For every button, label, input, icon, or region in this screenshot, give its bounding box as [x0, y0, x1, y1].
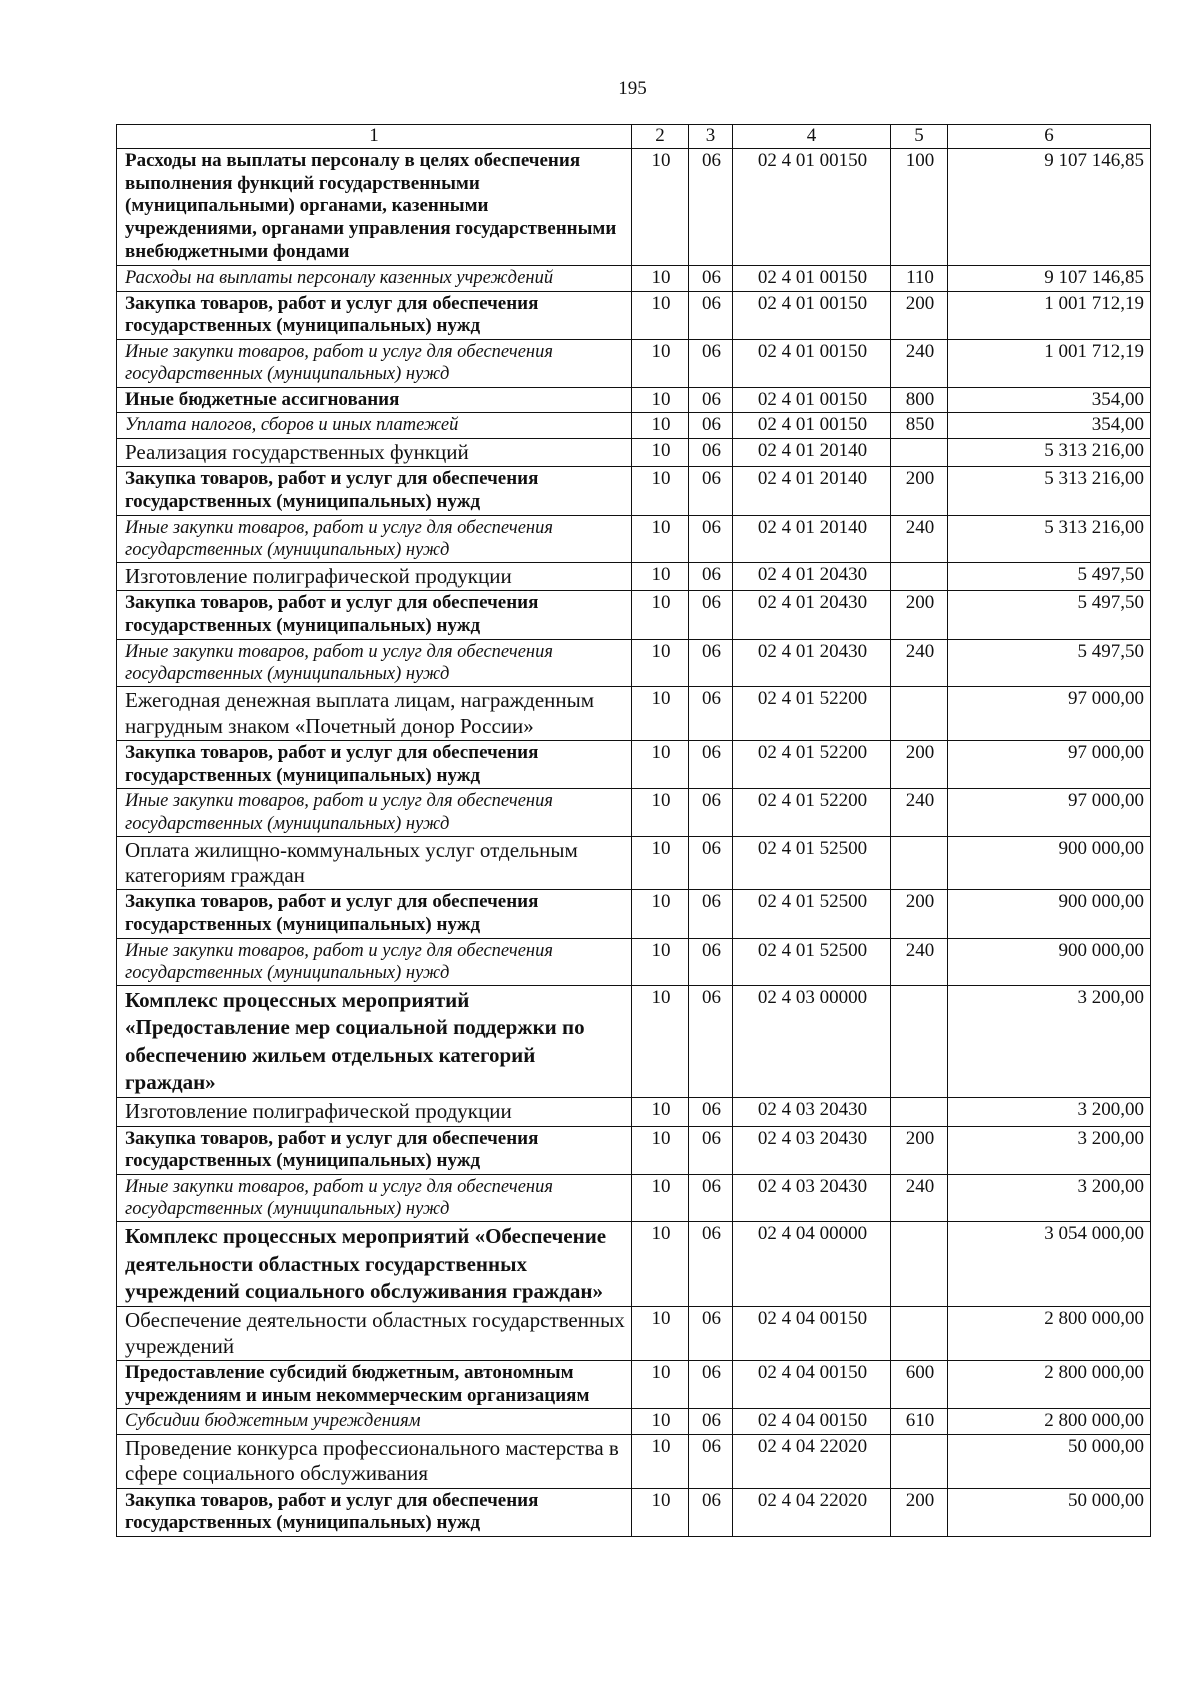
section-code-cell: 10: [632, 789, 689, 836]
expense-type-cell: 240: [891, 640, 948, 687]
table-row: [117, 836, 1151, 889]
section-code-cell: 10: [632, 515, 689, 562]
row-name-cell: Обеспечение деятельности областных государственных учреждений: [117, 1307, 632, 1360]
expense-type-cell: [891, 1222, 948, 1307]
subsection-code-cell: 06: [689, 265, 733, 291]
subsection-code-cell: 06: [689, 836, 733, 889]
target-article-cell: 02 4 04 22020: [733, 1488, 891, 1537]
row-name-cell: Закупка товаров, работ и услуг для обеспечения государственных (муниципальных) нужд: [117, 740, 632, 789]
row-name-cell: Реализация государственных функций: [117, 439, 632, 467]
section-code-cell: 10: [632, 687, 689, 740]
subsection-code-cell: 06: [689, 1222, 733, 1307]
row-name-cell: Комплекс процессных мероприятий «Предоставление мер социальной поддержки по обеспечению жильем отдельных категорий граждан»: [117, 986, 632, 1098]
page-number: 195: [618, 78, 647, 99]
target-article-cell: 02 4 04 00000: [733, 1222, 891, 1307]
budget-table: [116, 124, 1151, 1537]
column-header: 3: [689, 125, 733, 149]
subsection-code-cell: 06: [689, 789, 733, 836]
subsection-code-cell: 06: [689, 467, 733, 516]
section-code-cell: 10: [632, 291, 689, 340]
table-row: [117, 291, 1151, 340]
amount-cell: 5 313 216,00: [948, 515, 1151, 562]
column-header: 1: [117, 125, 632, 149]
row-name-cell: Расходы на выплаты персоналу казенных учреждений: [117, 265, 632, 291]
section-code-cell: 10: [632, 1307, 689, 1360]
amount-cell: 3 054 000,00: [948, 1222, 1151, 1307]
column-header: 5: [891, 125, 948, 149]
amount-cell: 3 200,00: [948, 986, 1151, 1098]
amount-cell: 5 497,50: [948, 591, 1151, 640]
table-row: [117, 1360, 1151, 1409]
expense-type-cell: 240: [891, 938, 948, 985]
amount-cell: 97 000,00: [948, 687, 1151, 740]
table-row: [117, 515, 1151, 562]
subsection-code-cell: 06: [689, 591, 733, 640]
expense-type-cell: [891, 1307, 948, 1360]
table-row: [117, 340, 1151, 387]
section-code-cell: 10: [632, 265, 689, 291]
expense-type-cell: [891, 563, 948, 591]
section-code-cell: 10: [632, 340, 689, 387]
amount-cell: 1 001 712,19: [948, 340, 1151, 387]
section-code-cell: 10: [632, 890, 689, 939]
row-name-cell: Расходы на выплаты персоналу в целях обеспечения выполнения функций государственными (муниципальными) органами, казенными учреждениями, органами управления государственными внебюджетными фондами: [117, 148, 632, 265]
subsection-code-cell: 06: [689, 1488, 733, 1537]
target-article-cell: 02 4 01 20140: [733, 439, 891, 467]
amount-cell: 1 001 712,19: [948, 291, 1151, 340]
expense-type-cell: 200: [891, 291, 948, 340]
target-article-cell: 02 4 01 52500: [733, 938, 891, 985]
section-code-cell: 10: [632, 467, 689, 516]
expense-type-cell: [891, 687, 948, 740]
section-code-cell: 10: [632, 1360, 689, 1409]
expense-type-cell: 600: [891, 1360, 948, 1409]
amount-cell: 2 800 000,00: [948, 1409, 1151, 1435]
section-code-cell: 10: [632, 938, 689, 985]
row-name-cell: Комплекс процессных мероприятий «Обеспечение деятельности областных государственных учреждений социального обслуживания граждан»: [117, 1222, 632, 1307]
amount-cell: 900 000,00: [948, 836, 1151, 889]
target-article-cell: 02 4 01 00150: [733, 291, 891, 340]
row-name-cell: Субсидии бюджетным учреждениям: [117, 1409, 632, 1435]
subsection-code-cell: 06: [689, 291, 733, 340]
column-header: 2: [632, 125, 689, 149]
target-article-cell: 02 4 01 52500: [733, 890, 891, 939]
row-name-cell: Иные закупки товаров, работ и услуг для обеспечения государственных (муниципальных) нужд: [117, 640, 632, 687]
subsection-code-cell: 06: [689, 640, 733, 687]
expense-type-cell: 200: [891, 890, 948, 939]
expense-type-cell: 100: [891, 148, 948, 265]
target-article-cell: 02 4 01 20430: [733, 563, 891, 591]
target-article-cell: 02 4 01 00150: [733, 387, 891, 413]
section-code-cell: 10: [632, 439, 689, 467]
row-name-cell: Закупка товаров, работ и услуг для обеспечения государственных (муниципальных) нужд: [117, 291, 632, 340]
table-row: [117, 789, 1151, 836]
subsection-code-cell: 06: [689, 413, 733, 439]
amount-cell: 900 000,00: [948, 890, 1151, 939]
row-name-cell: Закупка товаров, работ и услуг для обеспечения государственных (муниципальных) нужд: [117, 467, 632, 516]
expense-type-cell: 240: [891, 515, 948, 562]
subsection-code-cell: 06: [689, 986, 733, 1098]
target-article-cell: 02 4 01 00150: [733, 413, 891, 439]
section-code-cell: 10: [632, 413, 689, 439]
amount-cell: 5 497,50: [948, 563, 1151, 591]
target-article-cell: 02 4 01 52200: [733, 789, 891, 836]
target-article-cell: 02 4 01 52200: [733, 740, 891, 789]
target-article-cell: 02 4 01 52200: [733, 687, 891, 740]
amount-cell: 97 000,00: [948, 740, 1151, 789]
amount-cell: 50 000,00: [948, 1435, 1151, 1488]
row-name-cell: Проведение конкурса профессионального мастерства в сфере социального обслуживания: [117, 1435, 632, 1488]
amount-cell: 50 000,00: [948, 1488, 1151, 1537]
expense-type-cell: [891, 836, 948, 889]
amount-cell: 9 107 146,85: [948, 265, 1151, 291]
expense-type-cell: 200: [891, 467, 948, 516]
target-article-cell: 02 4 04 22020: [733, 1435, 891, 1488]
expense-type-cell: 800: [891, 387, 948, 413]
expense-type-cell: 610: [891, 1409, 948, 1435]
table-row: [117, 439, 1151, 467]
expense-type-cell: 200: [891, 1126, 948, 1175]
section-code-cell: 10: [632, 563, 689, 591]
row-name-cell: Закупка товаров, работ и услуг для обеспечения государственных (муниципальных) нужд: [117, 1126, 632, 1175]
target-article-cell: 02 4 01 20430: [733, 640, 891, 687]
section-code-cell: 10: [632, 1098, 689, 1126]
table-row: [117, 1126, 1151, 1175]
row-name-cell: Закупка товаров, работ и услуг для обеспечения государственных (муниципальных) нужд: [117, 591, 632, 640]
amount-cell: 354,00: [948, 413, 1151, 439]
expense-type-cell: 200: [891, 1488, 948, 1537]
column-header: 6: [948, 125, 1151, 149]
table-row: [117, 938, 1151, 985]
section-code-cell: 10: [632, 1435, 689, 1488]
row-name-cell: Закупка товаров, работ и услуг для обеспечения государственных (муниципальных) нужд: [117, 1488, 632, 1537]
table-row: [117, 1098, 1151, 1126]
row-name-cell: Закупка товаров, работ и услуг для обеспечения государственных (муниципальных) нужд: [117, 890, 632, 939]
section-code-cell: 10: [632, 1175, 689, 1222]
expense-type-cell: 240: [891, 340, 948, 387]
target-article-cell: 02 4 03 20430: [733, 1175, 891, 1222]
amount-cell: 97 000,00: [948, 789, 1151, 836]
table-row: [117, 413, 1151, 439]
section-code-cell: 10: [632, 836, 689, 889]
subsection-code-cell: 06: [689, 387, 733, 413]
amount-cell: 5 497,50: [948, 640, 1151, 687]
target-article-cell: 02 4 01 00150: [733, 265, 891, 291]
table-row: [117, 563, 1151, 591]
row-name-cell: Изготовление полиграфической продукции: [117, 563, 632, 591]
subsection-code-cell: 06: [689, 439, 733, 467]
section-code-cell: 10: [632, 1409, 689, 1435]
target-article-cell: 02 4 01 20140: [733, 467, 891, 516]
target-article-cell: 02 4 04 00150: [733, 1360, 891, 1409]
table-row: [117, 148, 1151, 265]
target-article-cell: 02 4 03 20430: [733, 1126, 891, 1175]
section-code-cell: 10: [632, 986, 689, 1098]
expense-type-cell: 850: [891, 413, 948, 439]
table-row: [117, 687, 1151, 740]
row-name-cell: Ежегодная денежная выплата лицам, награжденным нагрудным знаком «Почетный донор России»: [117, 687, 632, 740]
section-code-cell: 10: [632, 740, 689, 789]
expense-type-cell: 110: [891, 265, 948, 291]
amount-cell: 5 313 216,00: [948, 439, 1151, 467]
column-header: 4: [733, 125, 891, 149]
section-code-cell: 10: [632, 1126, 689, 1175]
target-article-cell: 02 4 04 00150: [733, 1409, 891, 1435]
amount-cell: 3 200,00: [948, 1175, 1151, 1222]
table-header-row: [117, 125, 1151, 149]
row-name-cell: Изготовление полиграфической продукции: [117, 1098, 632, 1126]
subsection-code-cell: 06: [689, 1307, 733, 1360]
subsection-code-cell: 06: [689, 340, 733, 387]
target-article-cell: 02 4 03 20430: [733, 1098, 891, 1126]
table-row: [117, 387, 1151, 413]
table-row: [117, 1409, 1151, 1435]
target-article-cell: 02 4 04 00150: [733, 1307, 891, 1360]
amount-cell: 9 107 146,85: [948, 148, 1151, 265]
amount-cell: 3 200,00: [948, 1098, 1151, 1126]
subsection-code-cell: 06: [689, 740, 733, 789]
amount-cell: 3 200,00: [948, 1126, 1151, 1175]
row-name-cell: Уплата налогов, сборов и иных платежей: [117, 413, 632, 439]
row-name-cell: Предоставление субсидий бюджетным, автономным учреждениям и иным некоммерческим организациям: [117, 1360, 632, 1409]
expense-type-cell: 200: [891, 591, 948, 640]
table-row: [117, 467, 1151, 516]
subsection-code-cell: 06: [689, 1409, 733, 1435]
table-body: [117, 148, 1151, 1536]
table-row: [117, 640, 1151, 687]
table-row: [117, 1435, 1151, 1488]
row-name-cell: Иные закупки товаров, работ и услуг для обеспечения государственных (муниципальных) нужд: [117, 515, 632, 562]
section-code-cell: 10: [632, 640, 689, 687]
target-article-cell: 02 4 01 20140: [733, 515, 891, 562]
target-article-cell: 02 4 01 00150: [733, 340, 891, 387]
section-code-cell: 10: [632, 1222, 689, 1307]
row-name-cell: Оплата жилищно-коммунальных услуг отдельным категориям граждан: [117, 836, 632, 889]
row-name-cell: Иные бюджетные ассигнования: [117, 387, 632, 413]
row-name-cell: Иные закупки товаров, работ и услуг для обеспечения государственных (муниципальных) нужд: [117, 789, 632, 836]
row-name-cell: Иные закупки товаров, работ и услуг для обеспечения государственных (муниципальных) нужд: [117, 1175, 632, 1222]
amount-cell: 354,00: [948, 387, 1151, 413]
subsection-code-cell: 06: [689, 148, 733, 265]
expense-type-cell: 240: [891, 1175, 948, 1222]
subsection-code-cell: 06: [689, 687, 733, 740]
subsection-code-cell: 06: [689, 1126, 733, 1175]
subsection-code-cell: 06: [689, 1098, 733, 1126]
table-row: [117, 740, 1151, 789]
target-article-cell: 02 4 03 00000: [733, 986, 891, 1098]
table-row: [117, 1488, 1151, 1537]
target-article-cell: 02 4 01 52500: [733, 836, 891, 889]
table-row: [117, 591, 1151, 640]
expense-type-cell: [891, 1098, 948, 1126]
row-name-cell: Иные закупки товаров, работ и услуг для обеспечения государственных (муниципальных) нужд: [117, 938, 632, 985]
section-code-cell: 10: [632, 148, 689, 265]
table-row: [117, 265, 1151, 291]
subsection-code-cell: 06: [689, 890, 733, 939]
table-row: [117, 890, 1151, 939]
target-article-cell: 02 4 01 20430: [733, 591, 891, 640]
subsection-code-cell: 06: [689, 938, 733, 985]
section-code-cell: 10: [632, 1488, 689, 1537]
subsection-code-cell: 06: [689, 1360, 733, 1409]
expense-type-cell: [891, 1435, 948, 1488]
amount-cell: 5 313 216,00: [948, 467, 1151, 516]
row-name-cell: Иные закупки товаров, работ и услуг для обеспечения государственных (муниципальных) нужд: [117, 340, 632, 387]
amount-cell: 2 800 000,00: [948, 1307, 1151, 1360]
target-article-cell: 02 4 01 00150: [733, 148, 891, 265]
subsection-code-cell: 06: [689, 1175, 733, 1222]
table-row: [117, 1222, 1151, 1307]
section-code-cell: 10: [632, 387, 689, 413]
subsection-code-cell: 06: [689, 515, 733, 562]
expense-type-cell: 240: [891, 789, 948, 836]
table-row: [117, 1175, 1151, 1222]
amount-cell: 900 000,00: [948, 938, 1151, 985]
subsection-code-cell: 06: [689, 563, 733, 591]
section-code-cell: 10: [632, 591, 689, 640]
expense-type-cell: [891, 439, 948, 467]
expense-type-cell: 200: [891, 740, 948, 789]
amount-cell: 2 800 000,00: [948, 1360, 1151, 1409]
table-row: [117, 1307, 1151, 1360]
table-row: [117, 986, 1151, 1098]
subsection-code-cell: 06: [689, 1435, 733, 1488]
expense-type-cell: [891, 986, 948, 1098]
